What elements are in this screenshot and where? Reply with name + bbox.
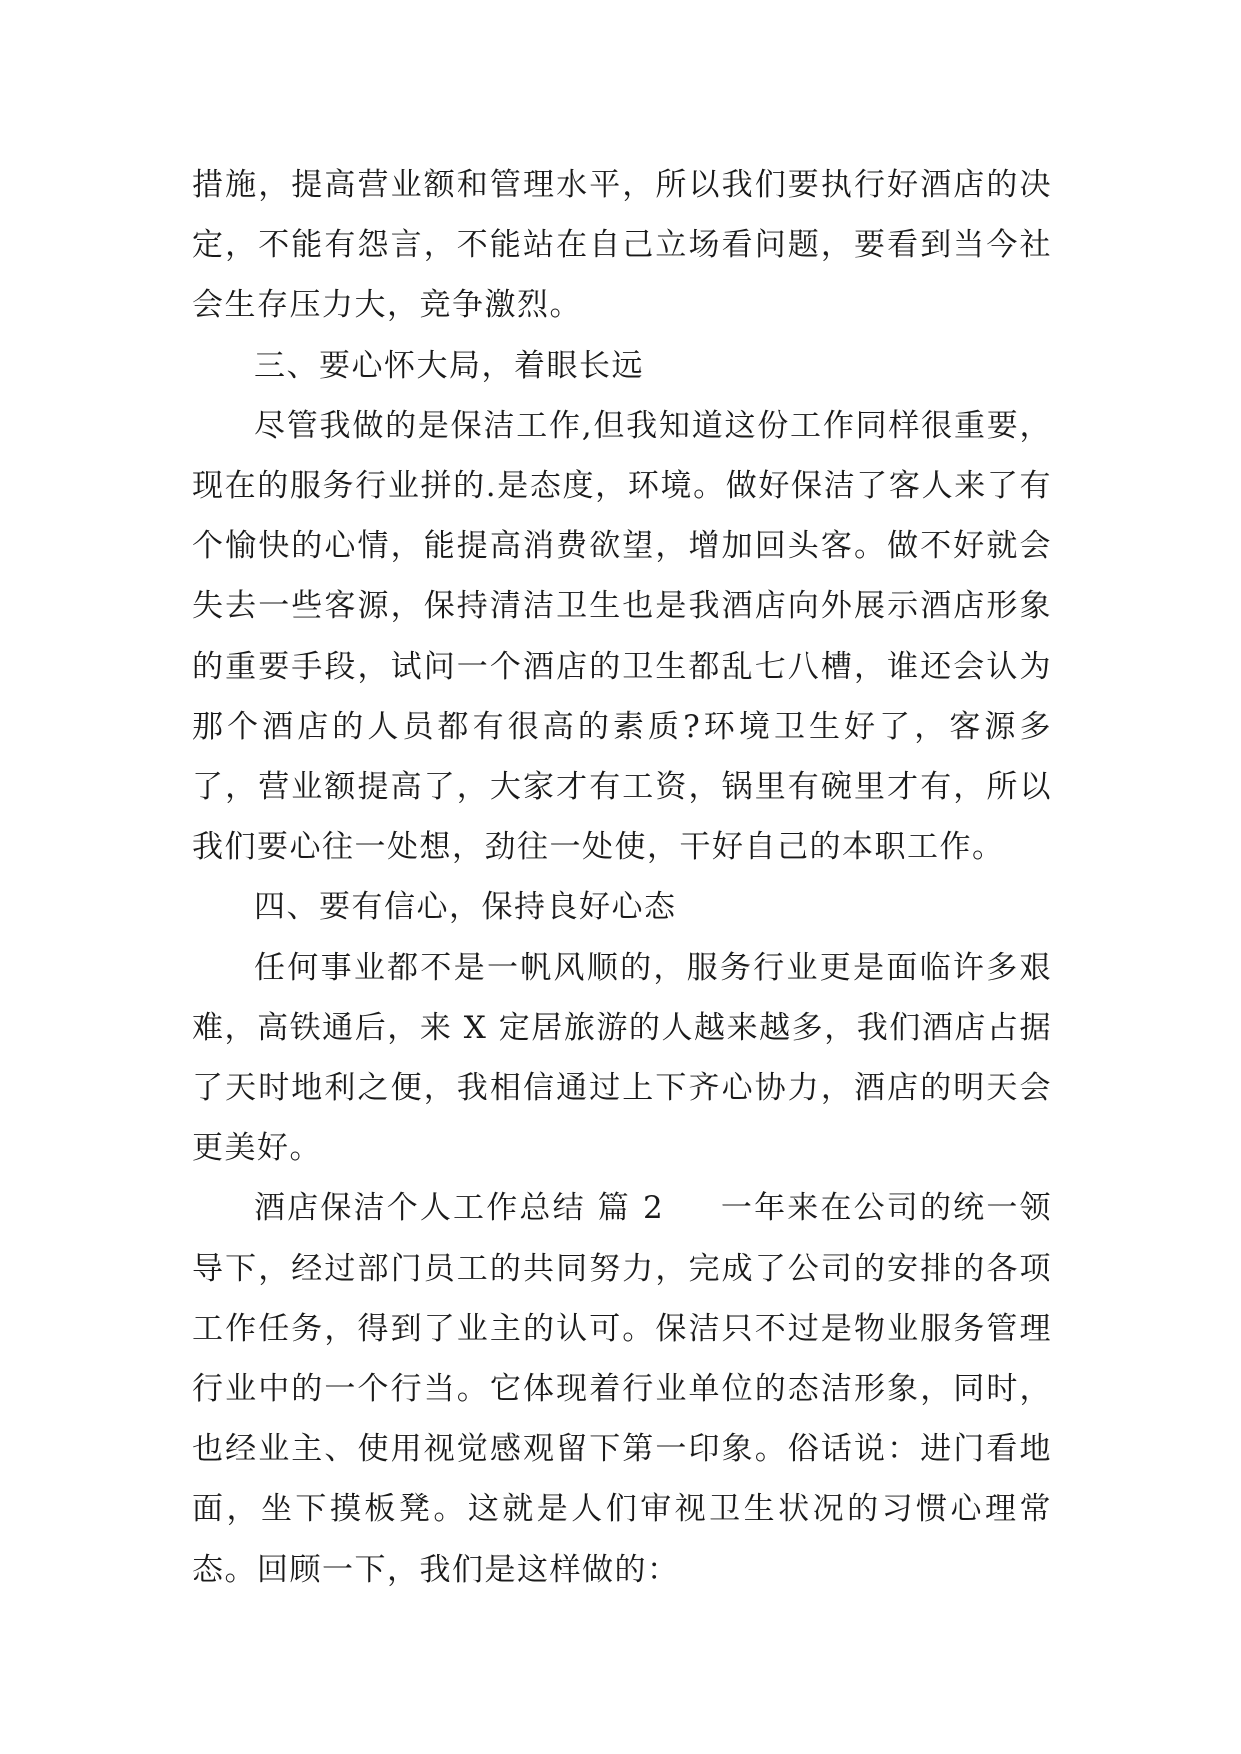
section-heading-3: 三、要心怀大局，着眼长远 — [254, 347, 644, 384]
document-body — [192, 155, 1052, 1600]
section-2-title: 酒店保洁个人工作总结 篇 2 — [254, 1190, 665, 1227]
section-heading-4: 四、要有信心，保持良好心态 — [254, 889, 677, 926]
paragraph-continued: 措施，提高营业额和管理水平，所以我们要执行好酒店的决定，不能有怨言，不能站在自己立场看问题，要看到当今社会生存压力大，竞争激烈。 — [192, 167, 1052, 324]
section-2-body: 一年来在公司的统一领导下，经过部门员工的共同努力，完成了公司的安排的各项工作任务，得到了业主的认可。保洁只不过是物业服务管理行业中的一个行当。它体现着行业单位的态洁形象，同时，也经业主、使用视觉感观留下第一印象。俗话说：进门看地面，坐下摸板凳。这就是人们审视卫生状况的习惯心理常态。回顾一下，我们是这样做的： — [192, 1190, 1052, 1588]
paragraph: 尽管我做的是保洁工作,但我知道这份工作同样很重要，现在的服务行业拼的.是态度，环境。做好保洁了客人来了有个愉快的心情，能提高消费欲望，增加回头客。做不好就会失去一些客源，保持清洁卫生也是我酒店向外展示酒店形象的重要手段，试问一个酒店的卫生都乱七八槽，谁还会认为那个酒店的人员都有很高的素质?环境卫生好了，客源多了，营业额提高了，大家才有工资，锅里有碗里才有，所以我们要心往一处想，劲往一处使，干好自己的本职工作。 — [192, 407, 1052, 866]
section-2-paragraph — [192, 1178, 1052, 1599]
paragraph: 任何事业都不是一帆风顺的，服务行业更是面临许多艰难，高铁通后，来 X 定居旅游的人越来越多，我们酒店占据了天时地利之便，我相信通过上下齐心协力，酒店的明天会更美好。 — [192, 949, 1052, 1167]
